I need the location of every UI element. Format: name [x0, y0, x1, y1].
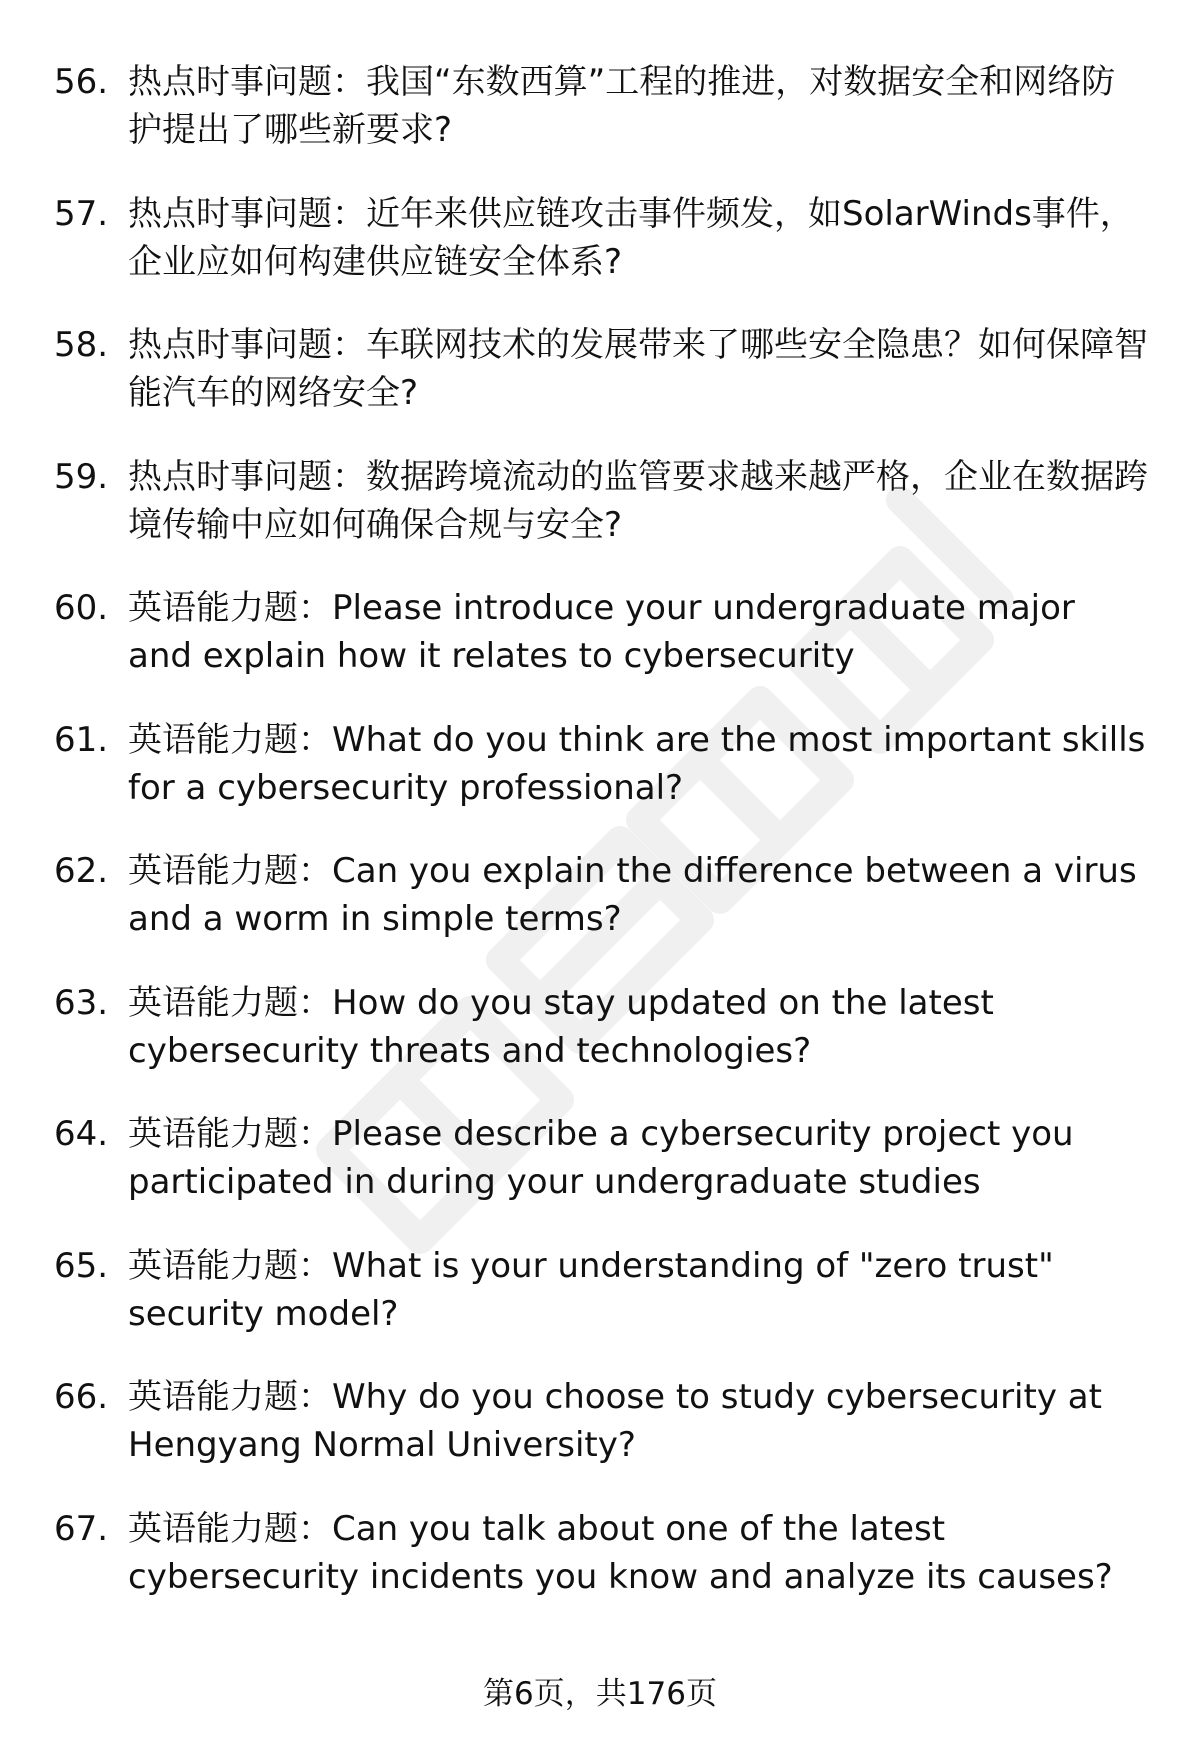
- question-number: 62.: [54, 851, 109, 891]
- question-text: 热点时事问题：车联网技术的发展带来了哪些安全隐患？如何保障智能汽车的网络安全?: [128, 325, 1148, 413]
- question-text: 英语能力题：Can you explain the difference between a virus and a worm in simple terms?: [128, 851, 1137, 939]
- question-number: 57.: [54, 193, 109, 234]
- question-text: 热点时事问题：数据跨境流动的监管要求越来越严格，企业在数据跨境传输中应如何确保合规与安全?: [128, 456, 1148, 545]
- question-text: 英语能力题：What is your understanding of "zero trust" security model?: [128, 1245, 1054, 1334]
- question-item-65: [0, 1242, 1200, 1374]
- question-item-63: [0, 979, 1200, 1111]
- question-item-64: [0, 1110, 1200, 1242]
- question-item-67: [0, 1505, 1200, 1637]
- page-footer: 第6页，共176页: [483, 1676, 717, 1712]
- question-item-62: [0, 847, 1200, 979]
- question-number: 61.: [54, 719, 109, 760]
- question-number: 67.: [54, 1508, 109, 1549]
- question-list: [0, 58, 1200, 1636]
- question-number: 63.: [54, 982, 109, 1023]
- question-text: 英语能力题：Please describe a cybersecurity project you participated in during your undergraduate studies: [128, 1114, 1074, 1202]
- question-number: 66.: [54, 1377, 109, 1417]
- question-text: 热点时事问题：我国“东数西算”工程的推进，对数据安全和网络防护提出了哪些新要求?: [128, 62, 1116, 150]
- question-number: 59.: [54, 456, 109, 497]
- question-text: 英语能力题：Why do you choose to study cybersecurity at Hengyang Normal University?: [128, 1377, 1102, 1465]
- question-item-66: [0, 1373, 1200, 1505]
- question-item-59: [0, 453, 1200, 585]
- question-number: 64.: [54, 1114, 109, 1154]
- question-text: 英语能力题：Can you talk about one of the latest cybersecurity incidents you know and analyze its causes?: [128, 1508, 1113, 1597]
- question-text: 英语能力题：How do you stay updated on the latest cybersecurity threats and technologies?: [128, 982, 994, 1071]
- question-text: 英语能力题：Please introduce your undergraduate major and explain how it relates to cybersecurity: [128, 588, 1075, 676]
- question-item-57: [0, 190, 1200, 322]
- question-number: 60.: [54, 588, 109, 628]
- question-item-56: [0, 58, 1200, 190]
- question-item-60: [0, 584, 1200, 716]
- question-item-58: [0, 321, 1200, 453]
- question-number: 56.: [54, 62, 109, 102]
- question-number: 65.: [54, 1245, 109, 1286]
- question-text: 英语能力题：What do you think are the most important skills for a cybersecurity professional?: [128, 719, 1146, 808]
- question-item-61: [0, 716, 1200, 848]
- question-number: 58.: [54, 325, 109, 365]
- question-text: 热点时事问题：近年来供应链攻击事件频发，如SolarWinds事件，企业应如何构建供应链安全体系?: [128, 193, 1134, 282]
